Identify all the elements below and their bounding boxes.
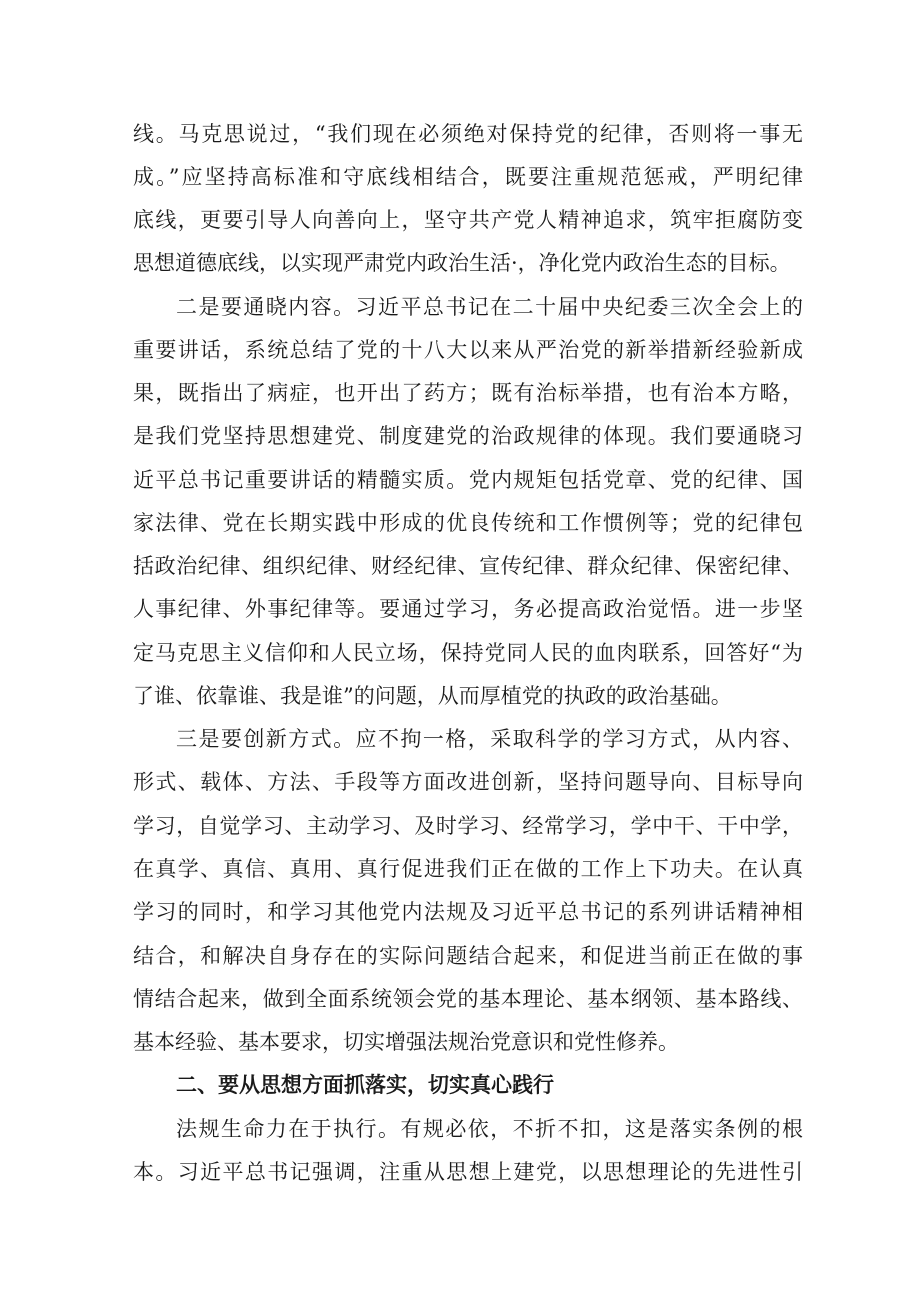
text-line: 果，既指出了病症，也开出了药方；既有治标举措，也有治本方略，: [133, 381, 803, 405]
text-line: 家法律、党在长期实践中形成的优良传统和工作惯例等；党的纪律包: [133, 511, 803, 535]
text-line: 在真学、真信、真用、真行促进我们正在做的工作上下功夫。在认真: [133, 857, 803, 881]
text-line: 了谁、依靠谁、我是谁”的问题，从而厚植党的执政的政治基础。: [133, 684, 732, 708]
paragraph-first-line: 三是要创新方式。应不拘一格，采取科学的学习方式，从内容、: [176, 727, 803, 751]
text-line: 人事纪律、外事纪律等。要通过学习，务必提高政治觉悟。进一步坚: [133, 597, 803, 621]
text-line: 本。习近平总书记强调，注重从思想上建党，以思想理论的先进性引: [133, 1160, 803, 1184]
text-line: 成。”应坚持高标准和守底线相结合，既要注重规范惩戒，严明纪律: [133, 165, 803, 189]
text-line: 学习的同时，和学习其他党内法规及习近平总书记的系列讲话精神相: [133, 900, 803, 924]
text-line: 重要讲话，系统总结了党的十八大以来从严治党的新举措新经验新成: [133, 338, 803, 362]
text-line: 括政治纪律、组织纪律、财经纪律、宣传纪律、群众纪律、保密纪律、: [133, 554, 803, 578]
paragraph-first-line: 法规生命力在于执行。有规必依，不折不扣，这是落实条例的根: [176, 1117, 803, 1141]
text-line: 情结合起来，做到全面系统领会党的基本理论、基本纲领、基本路线、: [133, 987, 803, 1011]
text-line: 形式、载体、方法、手段等方面改进创新，坚持问题导向、目标导向: [133, 770, 803, 794]
text-line: 思想道德底线，以实现严肃党内政治生活·，净化党内政治生态的目标。: [133, 251, 791, 275]
text-line: 线。马克思说过，“我们现在必须绝对保持党的纪律，否则将一事无: [133, 122, 803, 146]
text-line: 近平总书记重要讲话的精髓实质。党内规矩包括党章、党的纪律、国: [133, 468, 803, 492]
text-line: 基本经验、基本要求，切实增强法规治党意识和党性修养。: [133, 1030, 679, 1054]
section-heading: 二、要从思想方面抓落实，切实真心践行: [176, 1072, 554, 1097]
text-line: 底线，更要引导人向善向上，坚守共产党人精神追求，筑牢拒腐防变: [133, 208, 803, 232]
text-line: 是我们党坚持思想建党、制度建党的治政规律的体现。我们要通晓习: [133, 424, 803, 448]
text-line: 结合，和解决自身存在的实际问题结合起来，和促进当前正在做的事: [133, 944, 803, 968]
paragraph-first-line: 二是要通晓内容。习近平总书记在二十届中央纪委三次全会上的: [176, 295, 803, 319]
text-line: 学习，自觉学习、主动学习、及时学习、经常学习，学中干、干中学，: [133, 814, 803, 838]
text-line: 定马克思主义信仰和人民立场，保持党同人民的血肉联系，回答好“为: [133, 641, 803, 665]
